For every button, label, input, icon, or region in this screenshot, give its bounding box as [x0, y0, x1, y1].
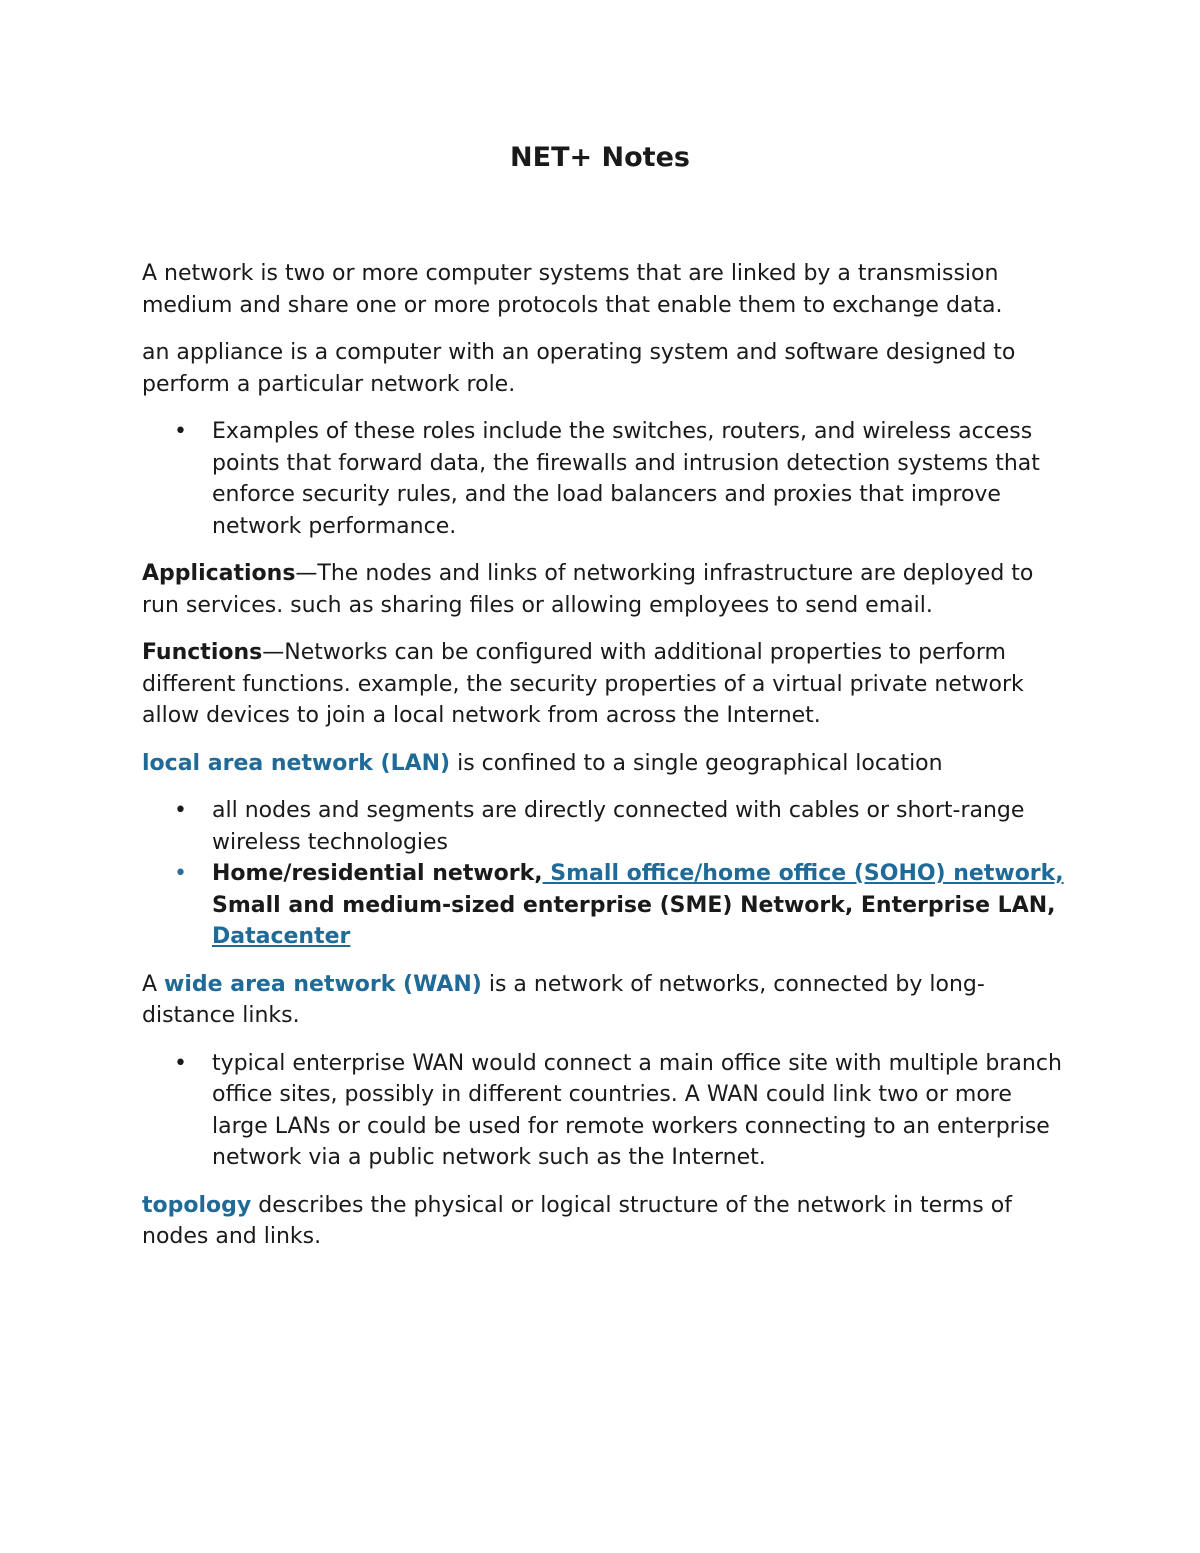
lan-types-text-1: Home/residential network,: [212, 861, 543, 886]
applications-term: Applications: [142, 561, 296, 586]
list-item-text: Examples of these roles include the switches, routers, and wireless access points that forward data, the firewalls and intrusion detection systems that enforce security rules, and the load balancers and proxies that improve network performance.: [212, 419, 1040, 539]
topology-text: describes the physical or logical structure of the network in terms of nodes and links.: [142, 1192, 1012, 1249]
bullet-icon: •: [174, 419, 187, 444]
bullet-icon: •: [174, 1050, 187, 1076]
paragraph-appliance-definition: an appliance is a computer with an operating system and software designed to perform a particular network role.: [142, 340, 1016, 397]
list-item-text: all nodes and segments are directly connected with cables or short-range wireless technologies: [212, 798, 1025, 855]
paragraph-topology: [142, 1190, 1072, 1253]
lan-text: is confined to a single geographical location: [450, 750, 943, 776]
functions-text: —Networks can be configured with additional properties to perform different functions. example, the security properties of a virtual private network allow devices to join a local network from across the Internet.: [142, 640, 1024, 728]
functions-term: Functions: [142, 640, 263, 665]
paragraph-lan: [142, 748, 1072, 780]
lan-bullet-list: [142, 795, 1072, 953]
wan-prefix: A: [142, 971, 165, 997]
bullet-icon: •: [174, 861, 187, 886]
paragraph-functions: [142, 637, 1072, 732]
lan-term: local area network (LAN): [142, 750, 451, 776]
applications-text: —The nodes and links of networking infrastructure are deployed to run services. such as sharing files or allowing employees to send email.: [142, 561, 1034, 618]
wan-text: is a network of networks, connected by long-distance links.: [142, 971, 985, 1028]
page-title: NET+ Notes: [510, 142, 690, 173]
list-item-text: typical enterprise WAN would connect a main office site with multiple branch office sites, possibly in different countries. A WAN could link two or more large LANs or could be used for remote workers connecting to an enterprise network via a public network such as the Internet.: [212, 1050, 1062, 1170]
wan-term: wide area network (WAN): [164, 971, 482, 997]
wan-bullet-list: [142, 1048, 1072, 1174]
list-item: [142, 416, 1072, 542]
paragraph-applications: [142, 558, 1072, 621]
appliance-bullet-list: [142, 416, 1072, 542]
datacenter-link[interactable]: Datacenter: [212, 924, 351, 949]
topology-term: topology: [142, 1192, 252, 1218]
lan-types-text-2: Small and medium-sized enterprise (SME) Network, Enterprise LAN,: [212, 892, 1056, 918]
list-item: [142, 858, 1072, 953]
soho-network-link[interactable]: Small office/home office (SOHO) network,: [542, 861, 1064, 886]
list-item: [142, 795, 1072, 858]
paragraph-wan: [142, 969, 1072, 1032]
list-item: [142, 1048, 1072, 1174]
paragraph-network-definition: A network is two or more computer systems that are linked by a transmission medium and share one or more protocols that enable them to exchange data.: [142, 261, 1003, 318]
bullet-icon: •: [174, 798, 187, 823]
document-page: [142, 138, 1072, 1269]
